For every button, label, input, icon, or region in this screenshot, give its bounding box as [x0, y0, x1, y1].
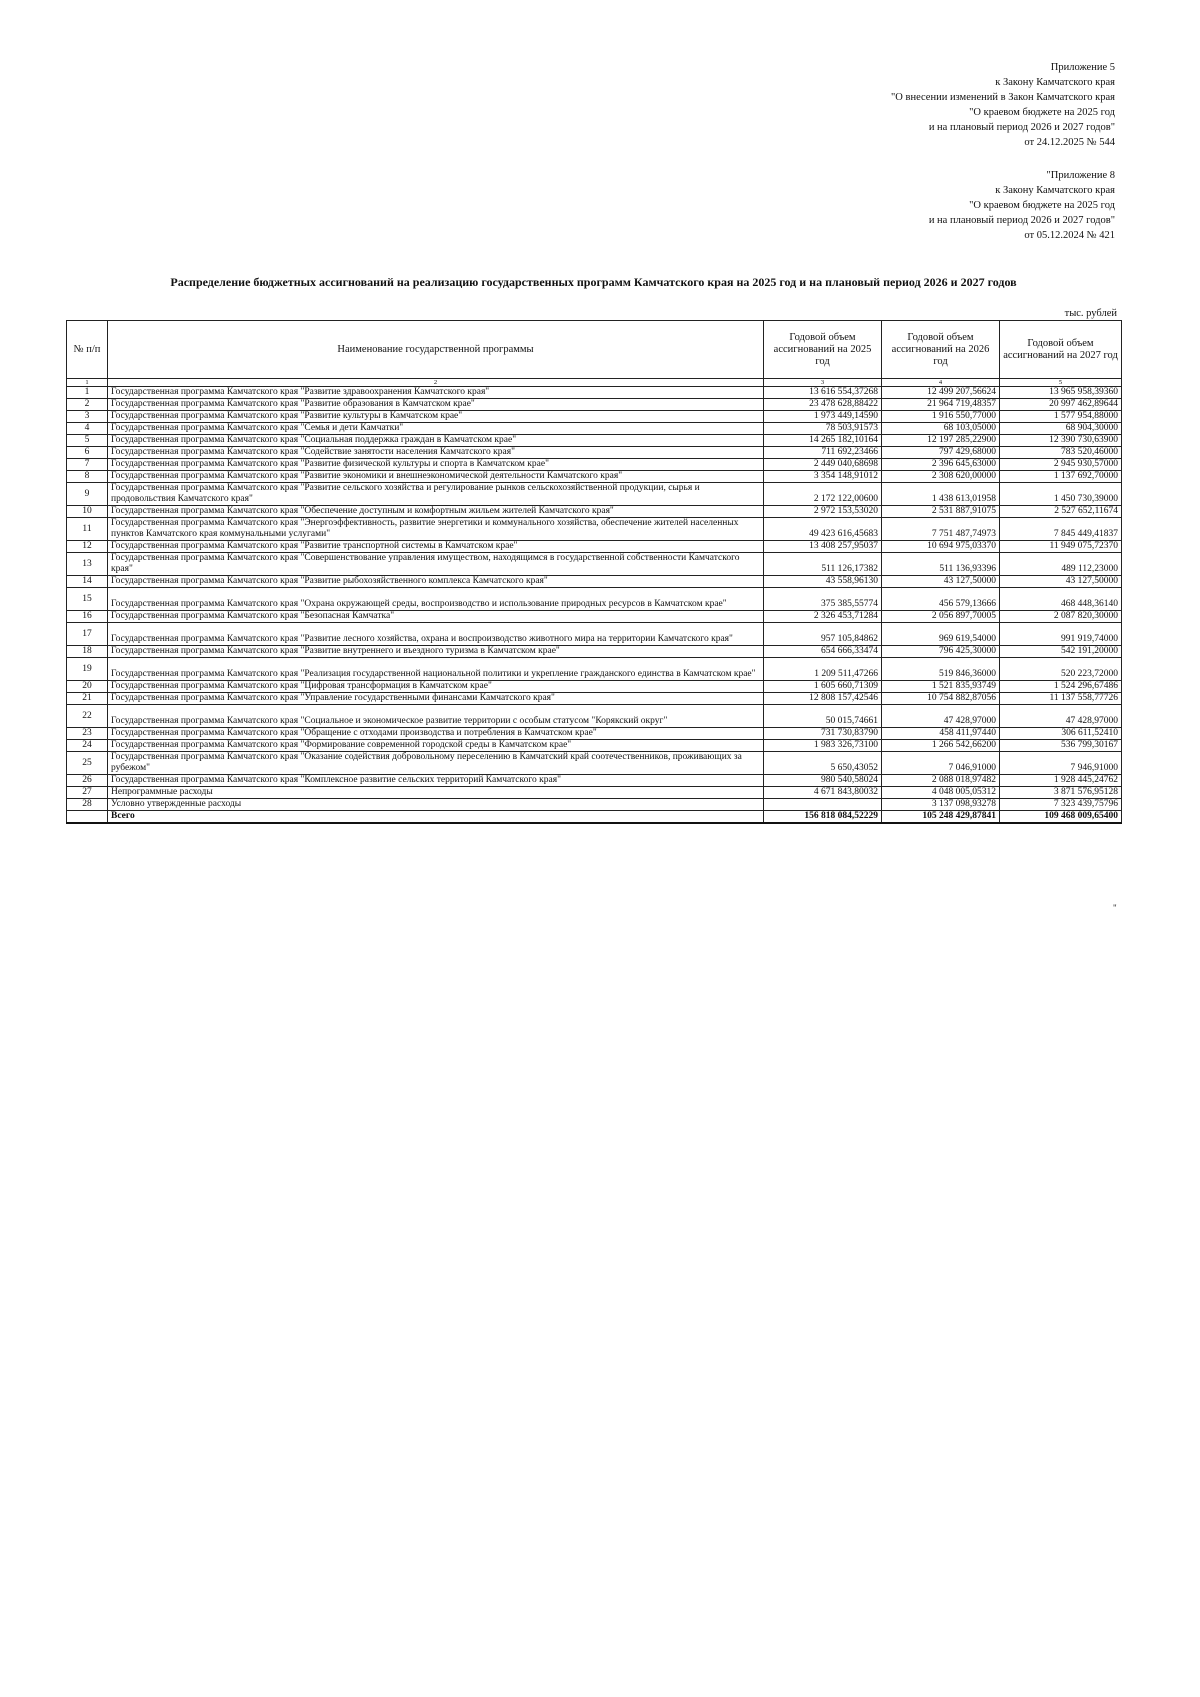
amount-2026: 797 429,68000: [882, 447, 1000, 459]
amount-2025: 2 972 153,53020: [764, 506, 882, 518]
row-number: 9: [67, 483, 108, 506]
amount-2027: 536 799,30167: [1000, 740, 1122, 752]
amount-2026: 4 048 005,05312: [882, 787, 1000, 799]
program-name: Государственная программа Камчатского края "Развитие транспортной системы в Камчатском крае": [108, 541, 764, 553]
amount-2026: 47 428,97000: [882, 705, 1000, 728]
table-row: [67, 399, 1122, 411]
header-appendix-5: [891, 60, 1115, 150]
row-number: 16: [67, 611, 108, 623]
column-numbers-row: [67, 379, 1122, 387]
table-total-row: [67, 811, 1122, 824]
table-row: [67, 740, 1122, 752]
row-number: 17: [67, 623, 108, 646]
column-header-number: № п/п: [67, 321, 108, 379]
program-name: Государственная программа Камчатского края "Семья и дети Камчатки": [108, 423, 764, 435]
amount-2025: 4 671 843,80032: [764, 787, 882, 799]
program-name: Государственная программа Камчатского края "Охрана окружающей среды, воспроизводство и использование природных ресурсов в Камчатском крае": [108, 588, 764, 611]
table-row: [67, 787, 1122, 799]
row-number: 14: [67, 576, 108, 588]
row-number: 21: [67, 693, 108, 705]
row-number: 20: [67, 681, 108, 693]
row-number: 13: [67, 553, 108, 576]
program-name: Государственная программа Камчатского края "Обращение с отходами производства и потребления в Камчатском крае": [108, 728, 764, 740]
program-name: Государственная программа Камчатского края "Социальное и экономическое развитие территории с особым статусом "Корякский округ": [108, 705, 764, 728]
row-number: 1: [67, 387, 108, 399]
table-row: [67, 553, 1122, 576]
amount-2027: 2 087 820,30000: [1000, 611, 1122, 623]
table-row: [67, 728, 1122, 740]
amount-2025: 2 449 040,68698: [764, 459, 882, 471]
header-line: и на плановый период 2026 и 2027 годов": [928, 122, 1115, 133]
budget-table: [66, 320, 1122, 824]
table-row: [67, 518, 1122, 541]
amount-2025: 3 354 148,91012: [764, 471, 882, 483]
table-row: [67, 752, 1122, 775]
amount-2027: 1 524 296,67486: [1000, 681, 1122, 693]
program-name: Государственная программа Камчатского края "Управление государственными финансами Камчатского края": [108, 693, 764, 705]
column-header-2025: Годовой объем ассигнований на 2025 год: [764, 321, 882, 379]
table-row: [67, 411, 1122, 423]
header-appendix-8: [929, 168, 1115, 243]
amount-2026: 2 056 897,70005: [882, 611, 1000, 623]
program-name: Государственная программа Камчатского края "Развитие внутреннего и въездного туризма в Камчатском крае": [108, 646, 764, 658]
amount-2027: 1 577 954,88000: [1000, 411, 1122, 423]
amount-2025: 731 730,83790: [764, 728, 882, 740]
row-number: 24: [67, 740, 108, 752]
amount-2025: 1 983 326,73100: [764, 740, 882, 752]
amount-2025: 654 666,33474: [764, 646, 882, 658]
amount-2027: 2 527 652,11674: [1000, 506, 1122, 518]
column-number: 5: [1000, 379, 1122, 387]
amount-2026: 10 754 882,87056: [882, 693, 1000, 705]
row-number: 26: [67, 775, 108, 787]
total-2026: 105 248 429,87841: [882, 811, 1000, 824]
amount-2025: 23 478 628,88422: [764, 399, 882, 411]
header-line: "О краевом бюджете на 2025 год: [969, 107, 1115, 118]
amount-2027: 1 137 692,70000: [1000, 471, 1122, 483]
amount-2026: 2 531 887,91075: [882, 506, 1000, 518]
amount-2025: 13 408 257,95037: [764, 541, 882, 553]
amount-2027: 43 127,50000: [1000, 576, 1122, 588]
amount-2027: 2 945 930,57000: [1000, 459, 1122, 471]
amount-2025: 49 423 616,45683: [764, 518, 882, 541]
amount-2027: 1 450 730,39000: [1000, 483, 1122, 506]
table-row: [67, 447, 1122, 459]
amount-2026: 12 197 285,22900: [882, 435, 1000, 447]
header-line: "О внесении изменений в Закон Камчатского края: [891, 92, 1115, 103]
amount-2025: 1 973 449,14590: [764, 411, 882, 423]
program-name: Государственная программа Камчатского края "Развитие экономики и внешнеэкономической деятельности Камчатского края": [108, 471, 764, 483]
amount-2025: 2 326 453,71284: [764, 611, 882, 623]
program-name: Государственная программа Камчатского края "Обеспечение доступным и комфортным жильем жителей Камчатского края": [108, 506, 764, 518]
row-number: 6: [67, 447, 108, 459]
amount-2027: 20 997 462,89644: [1000, 399, 1122, 411]
amount-2025: 711 692,23466: [764, 447, 882, 459]
table-row: [67, 483, 1122, 506]
table-row: [67, 705, 1122, 728]
amount-2026: 68 103,05000: [882, 423, 1000, 435]
table-row: [67, 506, 1122, 518]
closing-quote-mark: ": [1113, 903, 1117, 913]
program-name: Государственная программа Камчатского края "Развитие рыбохозяйственного комплекса Камчатского края": [108, 576, 764, 588]
amount-2026: 1 521 835,93749: [882, 681, 1000, 693]
table-row: [67, 681, 1122, 693]
row-number: 3: [67, 411, 108, 423]
total-number-cell: [67, 811, 108, 824]
column-number: 3: [764, 379, 882, 387]
amount-2026: 1 266 542,66200: [882, 740, 1000, 752]
amount-2026: 1 916 550,77000: [882, 411, 1000, 423]
amount-2025: 980 540,58024: [764, 775, 882, 787]
amount-2026: 12 499 207,56624: [882, 387, 1000, 399]
table-row: [67, 623, 1122, 646]
amount-2026: 1 438 613,01958: [882, 483, 1000, 506]
amount-2025: 12 808 157,42546: [764, 693, 882, 705]
row-number: 8: [67, 471, 108, 483]
program-name: Государственная программа Камчатского края "Энергоэффективность, развитие энергетики и коммунального хозяйства, обеспечение жителей населенных пунктов Камчатского края коммунальными услугами": [108, 518, 764, 541]
column-header-2027: Годовой объем ассигнований на 2027 год: [1000, 321, 1122, 379]
row-number: 4: [67, 423, 108, 435]
program-name: Государственная программа Камчатского края "Развитие образования в Камчатском крае": [108, 399, 764, 411]
amount-2027: 991 919,74000: [1000, 623, 1122, 646]
amount-2026: 7 046,91000: [882, 752, 1000, 775]
amount-2025: 2 172 122,00600: [764, 483, 882, 506]
row-number: 2: [67, 399, 108, 411]
column-number: 2: [108, 379, 764, 387]
amount-2027: 542 191,20000: [1000, 646, 1122, 658]
amount-2025: 43 558,96130: [764, 576, 882, 588]
row-number: 15: [67, 588, 108, 611]
amount-2025: 78 503,91573: [764, 423, 882, 435]
amount-2027: 489 112,23000: [1000, 553, 1122, 576]
column-number: 1: [67, 379, 108, 387]
table-row: [67, 693, 1122, 705]
amount-2025: [764, 799, 882, 811]
table-row: [67, 611, 1122, 623]
amount-2027: 468 448,36140: [1000, 588, 1122, 611]
amount-2026: 21 964 719,48357: [882, 399, 1000, 411]
amount-2026: 43 127,50000: [882, 576, 1000, 588]
program-name: Государственная программа Камчатского края "Развитие физической культуры и спорта в Камчатском крае": [108, 459, 764, 471]
amount-2026: 969 619,54000: [882, 623, 1000, 646]
amount-2026: 796 425,30000: [882, 646, 1000, 658]
amount-2027: 7 323 439,75796: [1000, 799, 1122, 811]
row-number: 19: [67, 658, 108, 681]
table-row: [67, 576, 1122, 588]
document-title: Распределение бюджетных ассигнований на реализацию государственных программ Камчатского края на 2025 год и на плановый период 2026 и 2027 годов: [170, 275, 1017, 289]
amount-2027: 68 904,30000: [1000, 423, 1122, 435]
header-line: "Приложение 8: [1046, 170, 1115, 181]
amount-2026: 2 308 620,00000: [882, 471, 1000, 483]
program-name: Государственная программа Камчатского края "Цифровая трансформация в Камчатском крае": [108, 681, 764, 693]
units-label: тыс. рублей: [1064, 308, 1117, 319]
amount-2026: 519 846,36000: [882, 658, 1000, 681]
program-name: Государственная программа Камчатского края "Развитие здравоохранения Камчатского края": [108, 387, 764, 399]
amount-2026: 2 088 018,97482: [882, 775, 1000, 787]
amount-2027: 7 845 449,41837: [1000, 518, 1122, 541]
amount-2025: 957 105,84862: [764, 623, 882, 646]
table-row: [67, 387, 1122, 399]
amount-2027: 3 871 576,95128: [1000, 787, 1122, 799]
header-line: от 05.12.2024 № 421: [1024, 230, 1115, 241]
amount-2026: 3 137 098,93278: [882, 799, 1000, 811]
total-label: Всего: [108, 811, 764, 824]
amount-2026: 458 411,97440: [882, 728, 1000, 740]
total-2025: 156 818 084,52229: [764, 811, 882, 824]
amount-2025: 1 605 660,71309: [764, 681, 882, 693]
program-name: Условно утвержденные расходы: [108, 799, 764, 811]
table-row: [67, 799, 1122, 811]
table-row: [67, 646, 1122, 658]
amount-2025: 14 265 182,10164: [764, 435, 882, 447]
row-number: 12: [67, 541, 108, 553]
row-number: 11: [67, 518, 108, 541]
program-name: Государственная программа Камчатского края "Формирование современной городской среды в Камчатском крае": [108, 740, 764, 752]
program-name: Государственная программа Камчатского края "Комплексное развитие сельских территорий Камчатского края": [108, 775, 764, 787]
amount-2027: 783 520,46000: [1000, 447, 1122, 459]
header-line: "О краевом бюджете на 2025 год: [969, 200, 1115, 211]
program-name: Государственная программа Камчатского края "Содействие занятости населения Камчатского края": [108, 447, 764, 459]
header-line: и на плановый период 2026 и 2027 годов": [928, 215, 1115, 226]
header-line: к Закону Камчатского края: [995, 185, 1115, 196]
column-number: 4: [882, 379, 1000, 387]
header-line: от 24.12.2025 № 544: [1024, 137, 1115, 148]
row-number: 23: [67, 728, 108, 740]
header-line: к Закону Камчатского края: [995, 77, 1115, 88]
amount-2027: 7 946,91000: [1000, 752, 1122, 775]
amount-2027: 306 611,52410: [1000, 728, 1122, 740]
amount-2026: 7 751 487,74973: [882, 518, 1000, 541]
row-number: 10: [67, 506, 108, 518]
header-line: Приложение 5: [1050, 62, 1115, 73]
row-number: 5: [67, 435, 108, 447]
amount-2027: 520 223,72000: [1000, 658, 1122, 681]
amount-2025: 1 209 511,47266: [764, 658, 882, 681]
amount-2026: 511 136,93396: [882, 553, 1000, 576]
program-name: Государственная программа Камчатского края "Развитие культуры в Камчатском крае": [108, 411, 764, 423]
program-name: Государственная программа Камчатского края "Совершенствование управления имуществом, находящимся в государственной собственности Камчатского края": [108, 553, 764, 576]
table-row: [67, 588, 1122, 611]
program-name: Государственная программа Камчатского края "Безопасная Камчатка": [108, 611, 764, 623]
row-number: 25: [67, 752, 108, 775]
row-number: 18: [67, 646, 108, 658]
amount-2025: 5 650,43052: [764, 752, 882, 775]
table-row: [67, 459, 1122, 471]
row-number: 22: [67, 705, 108, 728]
table-row: [67, 541, 1122, 553]
program-name: Государственная программа Камчатского края "Оказание содействия добровольному переселению в Камчатский край соотечественников, проживающих за рубежом": [108, 752, 764, 775]
table-row: [67, 423, 1122, 435]
row-number: 7: [67, 459, 108, 471]
program-name: Государственная программа Камчатского края "Социальная поддержка граждан в Камчатском крае": [108, 435, 764, 447]
amount-2025: 13 616 554,37268: [764, 387, 882, 399]
program-name: Государственная программа Камчатского края "Развитие лесного хозяйства, охрана и воспроизводство животного мира на территории Камчатского края": [108, 623, 764, 646]
table-row: [67, 658, 1122, 681]
amount-2026: 10 694 975,03370: [882, 541, 1000, 553]
amount-2027: 1 928 445,24762: [1000, 775, 1122, 787]
program-name: Государственная программа Камчатского края "Реализация государственной национальной политики и укрепление гражданского единства в Камчатском крае": [108, 658, 764, 681]
amount-2027: 12 390 730,63900: [1000, 435, 1122, 447]
table-row: [67, 471, 1122, 483]
amount-2027: 13 965 958,39360: [1000, 387, 1122, 399]
amount-2025: 50 015,74661: [764, 705, 882, 728]
row-number: 28: [67, 799, 108, 811]
table-row: [67, 775, 1122, 787]
amount-2027: 11 949 075,72370: [1000, 541, 1122, 553]
row-number: 27: [67, 787, 108, 799]
table-row: [67, 435, 1122, 447]
amount-2026: 2 396 645,63000: [882, 459, 1000, 471]
amount-2027: 11 137 558,77726: [1000, 693, 1122, 705]
column-header-program-name: Наименование государственной программы: [108, 321, 764, 379]
program-name: Государственная программа Камчатского края "Развитие сельского хозяйства и регулирование рынков сельскохозяйственной продукции, сырья и продовольствия Камчатского края": [108, 483, 764, 506]
program-name: Непрограммные расходы: [108, 787, 764, 799]
amount-2026: 456 579,13666: [882, 588, 1000, 611]
column-header-2026: Годовой объем ассигнований на 2026 год: [882, 321, 1000, 379]
amount-2025: 511 126,17382: [764, 553, 882, 576]
amount-2025: 375 385,55774: [764, 588, 882, 611]
amount-2027: 47 428,97000: [1000, 705, 1122, 728]
total-2027: 109 468 009,65400: [1000, 811, 1122, 824]
table-header-row: [67, 321, 1122, 379]
